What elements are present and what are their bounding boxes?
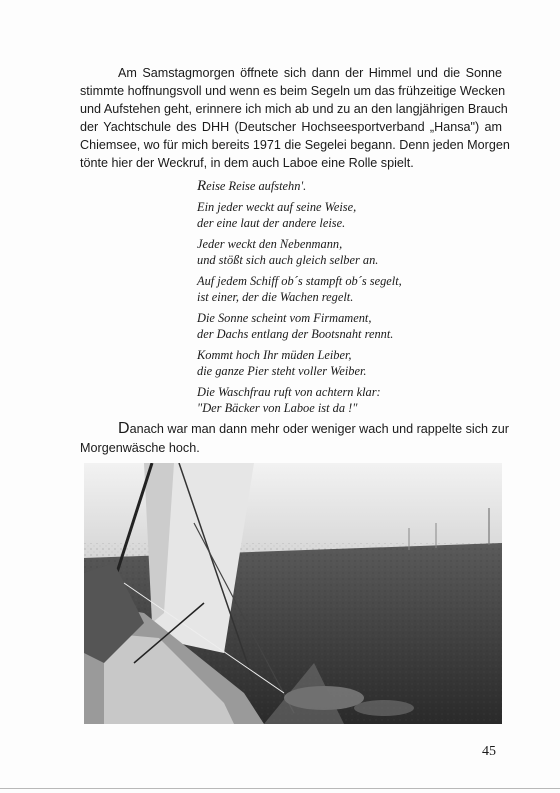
poem-line: Jeder weckt den Nebenmann, bbox=[197, 236, 343, 251]
poem-initial: R bbox=[197, 178, 207, 194]
wake-up-poem bbox=[197, 178, 497, 421]
poem-line: Die Sonne scheint vom Firmament, bbox=[197, 310, 372, 325]
poem-line: Kommt hoch Ihr müden Leiber, bbox=[197, 347, 352, 362]
text-line: Am Samstagmorgen öffnete sich dann der Himmel und die Sonne bbox=[118, 66, 502, 80]
text-line: Chiemsee, wo für mich bereits 1971 die Segelei begann. Denn jeden Morgen bbox=[80, 138, 510, 153]
bottom-rule bbox=[0, 788, 560, 789]
poem-line: die ganze Pier steht voller Weiber. bbox=[197, 364, 367, 378]
poem-line bbox=[197, 178, 497, 195]
sailing-photo-illustration bbox=[84, 463, 502, 724]
text-line: stimmte hoffnungsvoll und wenn es beim Segeln um das frühzeitige Wecken bbox=[80, 84, 506, 99]
text-line: und Aufstehen geht, erinnere ich mich ab und zu an den langjährigen Brauch bbox=[80, 102, 508, 117]
poem-line: "Der Bäcker von Laboe ist da !" bbox=[197, 401, 358, 415]
text-line: tönte hier der Weckruf, in dem auch Laboe eine Rolle spielt. bbox=[80, 156, 414, 171]
paragraph-initial: D bbox=[118, 420, 130, 437]
poem-line: der eine laut der andere leise. bbox=[197, 216, 346, 230]
text-line: der Yachtschule des DHH (Deutscher Hochseesportverband „Hansa") am bbox=[80, 120, 502, 135]
text-line: Morgenwäsche hoch. bbox=[80, 440, 200, 455]
poem-line: und stößt sich auch gleich selber an. bbox=[197, 253, 379, 267]
poem-line: Auf jedem Schiff ob´s stampft ob´s segelt, bbox=[197, 273, 402, 288]
poem-line: Die Waschfrau ruft von achtern klar: bbox=[197, 384, 381, 399]
poem-stanza bbox=[197, 347, 497, 380]
poem-line: ist einer, der die Wachen regelt. bbox=[197, 290, 354, 304]
poem-stanza bbox=[197, 384, 497, 417]
poem-stanza bbox=[197, 273, 497, 306]
poem-line-text: eise Reise aufstehn'. bbox=[206, 179, 307, 193]
poem-stanza bbox=[197, 236, 497, 269]
poem-line: der Dachs entlang der Bootsnaht rennt. bbox=[197, 327, 394, 341]
text-line bbox=[80, 420, 509, 439]
closing-paragraph bbox=[80, 420, 509, 457]
poem-stanza bbox=[197, 178, 497, 195]
sailing-photo bbox=[84, 463, 502, 724]
poem-stanza bbox=[197, 310, 497, 343]
intro-paragraph bbox=[80, 64, 510, 173]
page-number: 45 bbox=[482, 744, 496, 759]
poem-line: Ein jeder weckt auf seine Weise, bbox=[197, 199, 357, 214]
text-line-rest: anach war man dann mehr oder weniger wach und rappelte sich zur bbox=[129, 422, 509, 436]
poem-stanza bbox=[197, 199, 497, 232]
